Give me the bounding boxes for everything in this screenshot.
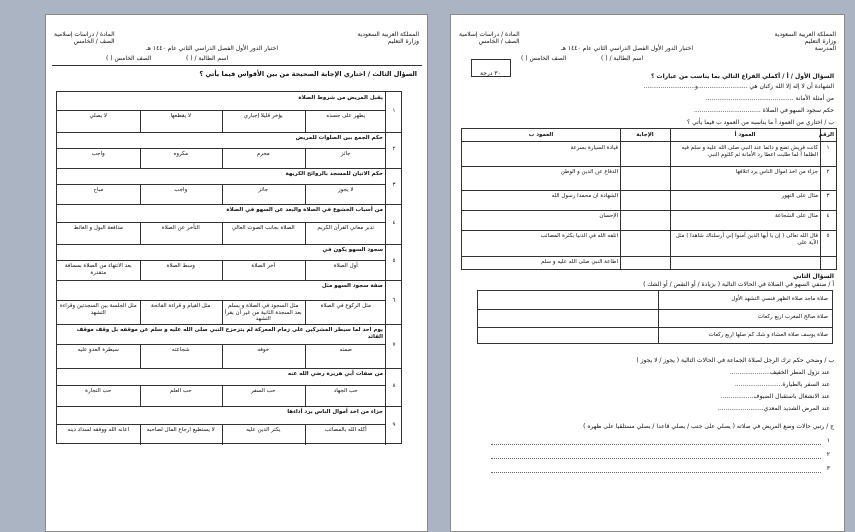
option-divider xyxy=(140,222,141,244)
option-cell: جائز xyxy=(340,151,351,157)
option-divider xyxy=(222,424,223,445)
table-header: الإجابة xyxy=(636,132,654,138)
row-divider xyxy=(462,210,836,211)
option-cell: حب السفر xyxy=(251,388,276,394)
q2-c-num-3: ٣ xyxy=(826,465,830,472)
option-cell: آخر الصلاة xyxy=(251,263,276,269)
option-divider xyxy=(305,385,306,406)
option-cell: لا يقطعها xyxy=(170,113,192,119)
option-cell: جائز xyxy=(258,187,269,193)
option-cell: حب العلم xyxy=(169,388,192,394)
row-divider xyxy=(462,256,836,257)
question-stem: يقبل المريض من شروط الصلاة xyxy=(298,95,383,101)
q2-c-num-2: ٢ xyxy=(826,451,830,458)
left-header-left xyxy=(54,31,115,45)
option-cell: لا يجوز xyxy=(338,187,354,193)
question-number: ٤ xyxy=(392,220,396,226)
option-cell: يكثر الدين عليه xyxy=(246,427,281,433)
q1-line-3: حكم سجود السهو في الصلاة ................................... xyxy=(694,107,834,114)
option-divider xyxy=(222,184,223,204)
header-test-title: اختبار الدور الأول الفصل الدراسي الثاني عام ١٤٤٠ هـ xyxy=(561,45,694,52)
header-test-title: اختبار الدور الأول الفصل الدراسي الثاني عام ١٤٤٠ هـ xyxy=(146,45,279,52)
option-divider xyxy=(305,300,306,324)
option-divider xyxy=(222,344,223,368)
left-page xyxy=(45,14,428,532)
option-cell: أول الصلاة xyxy=(333,263,358,269)
row-divider xyxy=(462,190,836,191)
option-cell: مثل القيام و قراءة الفاتحة xyxy=(151,303,211,309)
question-number: ٦ xyxy=(392,298,396,304)
options-divider xyxy=(57,184,385,185)
option-divider xyxy=(222,148,223,168)
question-number: ٢ xyxy=(392,146,396,152)
option-cell: حب الجهاد xyxy=(333,388,358,394)
option-divider xyxy=(222,260,223,280)
options-divider xyxy=(57,385,385,386)
option-divider xyxy=(222,110,223,132)
option-divider xyxy=(305,260,306,280)
question-number: ٨ xyxy=(392,383,396,389)
q1-line-2: من أمثلة الأمانة .............................................. xyxy=(705,95,834,102)
header-grade-line: الصف الخامس ( ) xyxy=(106,55,152,62)
option-cell: محرم xyxy=(256,151,270,157)
q2-title: السؤال الثاني xyxy=(793,273,834,280)
option-cell: اعانه الله ووفقه لسداد دينه xyxy=(67,427,130,433)
column-b-cell: الدفاع عن الدين و الوطن xyxy=(560,169,618,175)
column-a-cell: قال الله تعالى ( إن يا أيها الذين آمنوا إني أرسلناك شاهدا ) مثل الآية على xyxy=(675,233,818,246)
row-divider xyxy=(478,309,832,310)
row-divider xyxy=(57,406,401,407)
header-student: اسم الطالبة / ( ) xyxy=(186,55,229,62)
header-ministry: وزارة التعليم xyxy=(804,38,836,45)
column-a-cell: جزاء من اخذ اموال الناس يرد اتلافها xyxy=(735,169,818,175)
q2-b-item-1: عند نزول المطر الخفيف..................... xyxy=(729,369,830,376)
option-cell: سيطرة العدو عليه xyxy=(77,347,119,353)
q2-b-item-2: عند السفر بالطيارة......................... xyxy=(734,381,830,388)
row-divider xyxy=(462,230,836,231)
header-school: المملكة العربية السعودية xyxy=(357,31,419,38)
option-cell: مدافعة البول و الغائط xyxy=(73,225,123,231)
column-divider xyxy=(820,129,821,269)
row-number: ٥ xyxy=(826,233,830,239)
option-divider xyxy=(305,344,306,368)
option-divider xyxy=(140,110,141,132)
question-number: ٧ xyxy=(392,342,396,348)
q2-b-item-4: عند المرض الشديد المعدي........................ xyxy=(717,405,830,412)
row-divider xyxy=(57,168,401,169)
option-cell: لا يصلي xyxy=(89,113,108,119)
q3-table xyxy=(56,91,402,444)
option-cell: مثل الركوع في الصلاة xyxy=(320,303,371,309)
case-cell: صلاة يوسف صلاة العشاء و شك كم صلها اربع ركعات xyxy=(708,332,828,338)
option-cell: حب التجارة xyxy=(85,388,112,394)
row-divider xyxy=(478,327,832,328)
option-divider xyxy=(305,184,306,204)
options-divider xyxy=(57,300,385,301)
question-number: ١ xyxy=(392,108,396,114)
option-divider xyxy=(140,260,141,280)
q1-match-table xyxy=(461,128,837,270)
case-cell: صلاة صالح المغرب اربع ركعات xyxy=(757,314,828,320)
row-divider xyxy=(462,166,836,167)
question-number: ٣ xyxy=(392,182,396,188)
option-cell: صمته xyxy=(339,347,352,353)
question-stem: صفة سجود السهو مثل xyxy=(321,283,383,289)
option-cell: تدبر معاني القرآن الكريم xyxy=(317,225,375,231)
column-b-cell: قيادة السيارة بسرعة xyxy=(570,145,618,151)
row-divider xyxy=(57,280,401,281)
question-number: ٩ xyxy=(392,421,396,428)
table-header: العمود ب xyxy=(528,132,554,138)
question-stem: يوم احد لما سيطر المشركين على زمام المعركة لم يتزحزح النبي صلى الله عليه و سلم عن موقفه بل وقف موقف القائد xyxy=(76,327,383,340)
question-stem: من صفات أبي هريرة رضي الله عنه xyxy=(287,371,383,377)
options-divider xyxy=(57,424,385,425)
options-divider xyxy=(57,222,385,223)
header-school-name: المدرسة xyxy=(814,45,836,52)
option-cell: شجاعته xyxy=(171,347,190,353)
option-divider xyxy=(140,148,141,168)
option-divider xyxy=(222,385,223,406)
table-header: العمود أ xyxy=(734,132,756,138)
header-divider xyxy=(462,141,836,142)
option-cell: واجب xyxy=(91,151,105,157)
q2-sub-c: ج / رتبي حالات وضع المريض في صلاته ( يصلي على جنب / يصلي قاعدا / يصلي مستلقيا على ظهره ) xyxy=(583,423,834,430)
q2-c-num-1: ١ xyxy=(826,437,830,444)
q3-title: السؤال الثالث / اختاري الإجابة الصحيحة من بين الأقواس فيما يأتي ؟ xyxy=(199,70,417,78)
column-b-cell: الشهادة ان محمدا رسول الله xyxy=(551,193,618,199)
header-dept: المادة / دراسات إسلامية xyxy=(459,31,520,38)
right-header-right xyxy=(774,31,836,52)
header-student: اسم الطالبة / ( ) xyxy=(601,55,644,62)
header-grade: الصف / الخامس xyxy=(478,38,520,45)
column-divider xyxy=(658,291,659,343)
option-divider xyxy=(305,222,306,244)
option-cell: مكروه xyxy=(173,151,189,157)
row-divider xyxy=(57,324,401,325)
option-cell: واجب xyxy=(174,187,188,193)
row-number: ٣ xyxy=(826,193,830,199)
question-number: ٥ xyxy=(392,258,396,264)
option-divider xyxy=(140,424,141,445)
header-ministry: وزارة التعليم xyxy=(387,38,419,45)
number-column-divider xyxy=(385,92,386,445)
row-number: ٤ xyxy=(826,213,830,219)
left-header-right xyxy=(357,31,419,45)
header-grade-line: الصف الخامس ( ) xyxy=(521,55,567,62)
option-cell: يؤخر قليلا إجباري xyxy=(243,113,283,119)
score-box xyxy=(471,59,511,77)
column-b-cell: اطاعة النبي صلى الله عليه و سلم xyxy=(541,259,618,265)
option-cell: مثل السجود في الصلاة و يسلم بعد السجدة الثانية من غير أن يقرأ التشهد xyxy=(224,303,302,322)
q1-line-1: الشهادة أن لا إله إلا الله ركنان هي ..........................و........................... xyxy=(643,83,834,90)
question-stem: سجود السهو يكون في xyxy=(322,247,383,253)
row-divider xyxy=(57,244,401,245)
option-cell: مثل الجلسة بين السجدتين وقراءة التشهد xyxy=(59,303,137,316)
column-b-cell: اتلفه الله في الدنيا بكثرة المصائب xyxy=(540,233,618,239)
row-number: ١ xyxy=(826,145,830,151)
options-divider xyxy=(57,260,385,261)
answer-line xyxy=(491,472,821,473)
options-divider xyxy=(57,148,385,149)
header-divider xyxy=(52,65,422,66)
option-divider xyxy=(140,385,141,406)
option-cell: الصلاة بجانب الصوت العالي xyxy=(231,225,295,231)
column-a-cell: مثال على التهور xyxy=(781,193,818,199)
question-stem: حكم الجمع بين الصلوات للمريض xyxy=(295,135,383,141)
option-cell: أكله الله بالمصائب xyxy=(324,427,367,433)
column-divider xyxy=(620,129,621,269)
option-divider xyxy=(140,184,141,204)
q2-b-item-3: عند الانشغال باستقبال الضيوف................. xyxy=(720,393,830,400)
option-cell: التأخر عن الصلاة xyxy=(161,225,200,231)
header-school: المملكة العربية السعودية xyxy=(774,31,836,38)
answer-line xyxy=(491,444,821,445)
question-stem: حكم الاتيان للمسجد بالروائح الكريهة xyxy=(285,171,383,177)
option-cell: بعد الانتهاء من الصلاة بمسافة متقدرة xyxy=(64,263,132,276)
column-b-cell: الإحسان xyxy=(599,213,618,219)
question-stem: من أسباب الخشوع في الصلاة والبعد عن السهو في الصلاة xyxy=(226,207,383,213)
option-divider xyxy=(305,424,306,445)
answer-line xyxy=(491,458,821,459)
q2-cases-table xyxy=(477,290,833,344)
option-cell: خوفه xyxy=(257,347,270,353)
column-divider xyxy=(670,129,671,269)
case-cell: صلاة ماجد صلاة الظهر فنسي التشهد الأول xyxy=(731,296,828,302)
right-page xyxy=(450,14,845,532)
right-header-left xyxy=(459,31,520,45)
options-divider xyxy=(57,110,385,111)
option-divider xyxy=(140,344,141,368)
header-grade: الصف / الخامس xyxy=(73,38,115,45)
option-divider xyxy=(305,148,306,168)
row-divider xyxy=(57,132,401,133)
q2-sub-b: ب / وضحي حكم ترك الرجل لصلاة الجماعة في الحالات التالية ( يجوز / لا يجوز ) xyxy=(636,357,834,364)
option-divider xyxy=(140,300,141,324)
column-a-cell: كانت قريش تضع و دائما عند النبي صلى الله عليه و سلم فيه الظلما أ لما طلبت اعطا رد الأمانة ثم كلثوم النبي xyxy=(681,145,818,158)
option-cell: مباح xyxy=(93,187,104,193)
row-divider xyxy=(57,204,401,205)
option-divider xyxy=(222,300,223,324)
table-header: الرقم xyxy=(818,132,834,138)
option-cell: وسط الصلاة xyxy=(166,263,195,269)
option-cell: يطهر على جسده xyxy=(326,113,366,119)
column-a-cell: مثال على الشجاعة xyxy=(774,213,818,219)
header-dept: المادة / دراسات إسلامية xyxy=(54,31,115,38)
question-stem: جزاء من اخذ أموال الناس يرد أداءها xyxy=(287,409,383,415)
row-number: ٢ xyxy=(826,169,830,175)
q2-sub-a: أ / صنفي السهو في الصلاة في الحالات التالية ( بزيادة / أو النقص / أو الشك ) xyxy=(643,281,834,288)
option-cell: لا يستطيع ارجاع المال لصاحبه xyxy=(146,427,215,433)
option-divider xyxy=(305,110,306,132)
q1-line-4: ب / اختاري من العمود أ ما يناسبه من العمود ب فيما يأتي ؟ xyxy=(687,119,834,126)
row-divider xyxy=(57,368,401,369)
options-divider xyxy=(57,344,385,345)
score-label: ٣٠ درجة xyxy=(480,70,501,77)
option-divider xyxy=(222,222,223,244)
q1-title: السؤال الأول / أ / أكملي الفراغ التالي بما يناسب من عبارات ؟ xyxy=(650,73,834,80)
